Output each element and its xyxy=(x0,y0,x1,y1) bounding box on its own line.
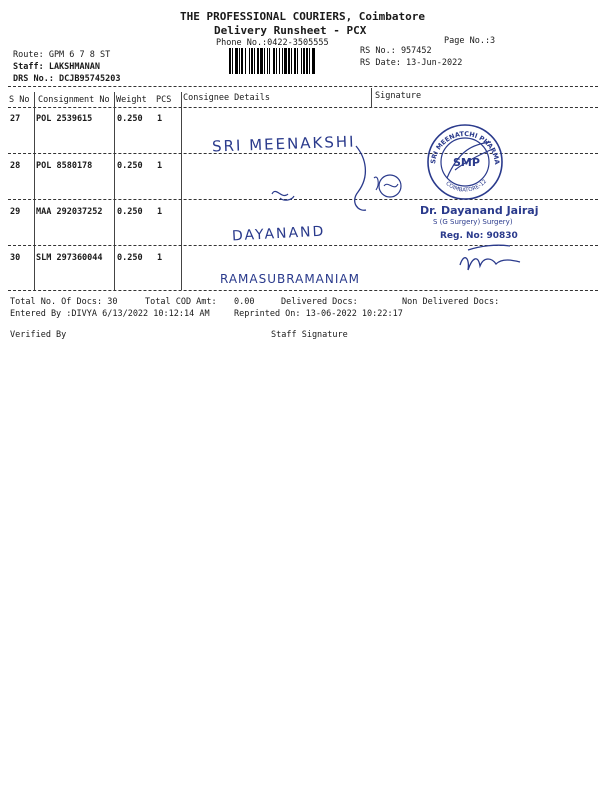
cell-weight: 0.250 xyxy=(117,161,143,171)
col-divider xyxy=(34,92,35,290)
total-cod-value: 0.00 xyxy=(234,297,255,307)
non-delivered-docs: Non Delivered Docs: xyxy=(402,297,500,307)
col-header-consignee: Consignee Details xyxy=(183,93,270,103)
total-docs: Total No. Of Docs: 30 xyxy=(10,297,118,307)
doctor-stamp-reg: Reg. No: 90830 xyxy=(440,231,518,241)
header-top-rule xyxy=(8,86,598,87)
rs-date: RS Date: 13-Jun-2022 xyxy=(360,58,463,68)
cell-weight: 0.250 xyxy=(117,114,143,124)
stamp-initials: SMP xyxy=(453,156,480,169)
cell-pcs: 1 xyxy=(157,114,163,124)
cell-sno: 29 xyxy=(10,207,21,217)
delivered-docs: Delivered Docs: xyxy=(281,297,358,307)
doctor-stamp-name: Dr. Dayanand Jairaj xyxy=(420,204,539,217)
row-separator xyxy=(8,290,598,291)
col-header-weight: Weight xyxy=(116,95,147,105)
col-divider xyxy=(114,92,115,290)
cell-pcs: 1 xyxy=(157,207,163,217)
drs-number: DRS No.: DCJB95745203 xyxy=(13,74,121,84)
pharmacy-stamp xyxy=(425,122,505,202)
col-header-pcs: PCS xyxy=(156,95,172,105)
col-divider xyxy=(371,88,372,108)
stamp-bottom-text: COIMBATORE-12 xyxy=(444,178,489,194)
total-cod-label: Total COD Amt: xyxy=(145,297,217,307)
cell-consignment: SLM 297360044 xyxy=(36,253,103,263)
barcode xyxy=(229,48,353,74)
page-number: Page No.:3 xyxy=(444,36,496,46)
cell-consignment: MAA 292037252 xyxy=(36,207,103,217)
cell-pcs: 1 xyxy=(157,161,163,171)
rs-number: RS No.: 957452 xyxy=(360,46,432,56)
cell-weight: 0.250 xyxy=(117,253,143,263)
staff-signature: Staff Signature xyxy=(271,330,348,340)
route-label: Route: GPM 6 7 8 ST xyxy=(13,50,111,60)
phone-number: Phone No.:0422-3505555 xyxy=(216,38,329,48)
cell-sno: 27 xyxy=(10,114,21,124)
col-header-consignment: Consignment No xyxy=(38,95,110,105)
cell-sno: 30 xyxy=(10,253,21,263)
col-header-signature: Signature xyxy=(375,91,422,101)
company-name: THE PROFESSIONAL COURIERS, Coimbatore xyxy=(180,10,426,23)
handwritten-consignee: DAYANAND xyxy=(231,223,326,245)
verified-by: Verified By xyxy=(10,330,67,340)
stamp-circle-text: SRI MEENATCHI PHARMA xyxy=(429,129,502,166)
cell-pcs: 1 xyxy=(157,253,163,263)
entered-by: Entered By :DIVYA 6/13/2022 10:12:14 AM xyxy=(10,309,210,319)
handwritten-consignee: SRI MEENAKSHI xyxy=(211,132,356,156)
reprinted-on: Reprinted On: 13-06-2022 10:22:17 xyxy=(234,309,403,319)
col-header-sno: S No xyxy=(9,95,30,105)
staff-label: Staff: LAKSHMANAN xyxy=(13,62,100,72)
cell-weight: 0.250 xyxy=(117,207,143,217)
cell-consignment: POL 8580178 xyxy=(36,161,93,171)
header-bottom-rule xyxy=(8,107,598,108)
handwritten-consignee: RAMASUBRAMANIAM xyxy=(220,272,360,286)
cell-sno: 28 xyxy=(10,161,21,171)
doctor-stamp-qualification: S (G Surgery) Surgery) xyxy=(433,218,513,226)
cell-consignment: POL 2539615 xyxy=(36,114,93,124)
document-title: Delivery Runsheet - PCX xyxy=(214,24,367,37)
